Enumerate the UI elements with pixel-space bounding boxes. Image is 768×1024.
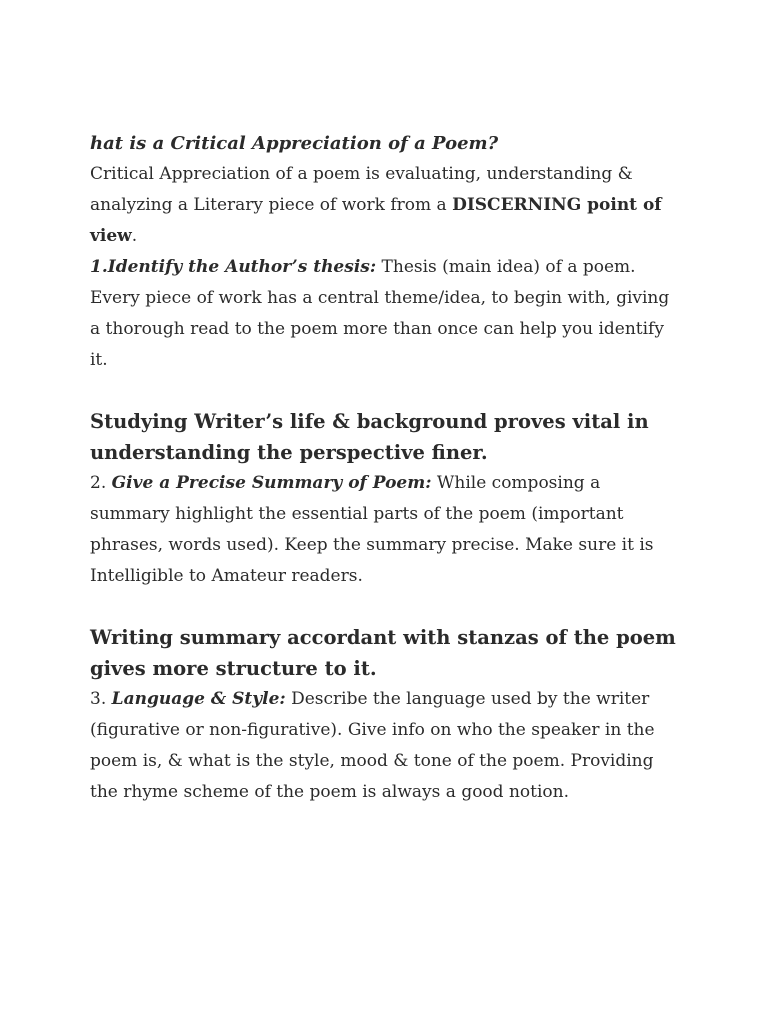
intro-emphasis: DISCERNING point of view bbox=[90, 195, 662, 246]
intro-period: . bbox=[131, 226, 138, 246]
step3-paragraph bbox=[90, 684, 678, 808]
step2-paragraph bbox=[90, 468, 678, 592]
intro-text: Critical Appreciation of a poem is evaluating, understanding & analyzing a Literary piece of work from a bbox=[90, 164, 633, 215]
question-heading: hat is a Critical Appreciation of a Poem? bbox=[90, 133, 499, 154]
step2-number: 2. bbox=[90, 473, 112, 493]
step3-heading: Language & Style: bbox=[111, 689, 286, 709]
step1-heading: 1.Identify the Author’s thesis: bbox=[90, 257, 377, 277]
step2-body: While composing a summary highlight the essential parts of the poem (important phrases, words used). Keep the summary precise. Make sure it is Intelligible to Amateur readers. bbox=[90, 473, 654, 586]
step1-paragraph bbox=[90, 252, 678, 376]
callout-summary-stanzas: Writing summary accordant with stanzas of the poem gives more structure to it. bbox=[90, 626, 676, 680]
step3-body: Describe the language used by the writer (figurative or non-figurative). Give info on who the speaker in the poem is, & what is the style, mood & tone of the poem. Providing the rhyme scheme of the poem is always a good notion. bbox=[90, 689, 655, 802]
step1-body: Thesis (main idea) of a poem. Every piece of work has a central theme/idea, to begin with, giving a thorough read to the poem more than once can help you identify it. bbox=[90, 257, 670, 370]
callout-writer-life: Studying Writer’s life & background proves vital in understanding the perspective finer. bbox=[90, 410, 649, 464]
step3-number: 3. bbox=[90, 689, 112, 709]
step2-heading: Give a Precise Summary of Poem: bbox=[111, 473, 432, 493]
intro-paragraph bbox=[90, 159, 678, 252]
